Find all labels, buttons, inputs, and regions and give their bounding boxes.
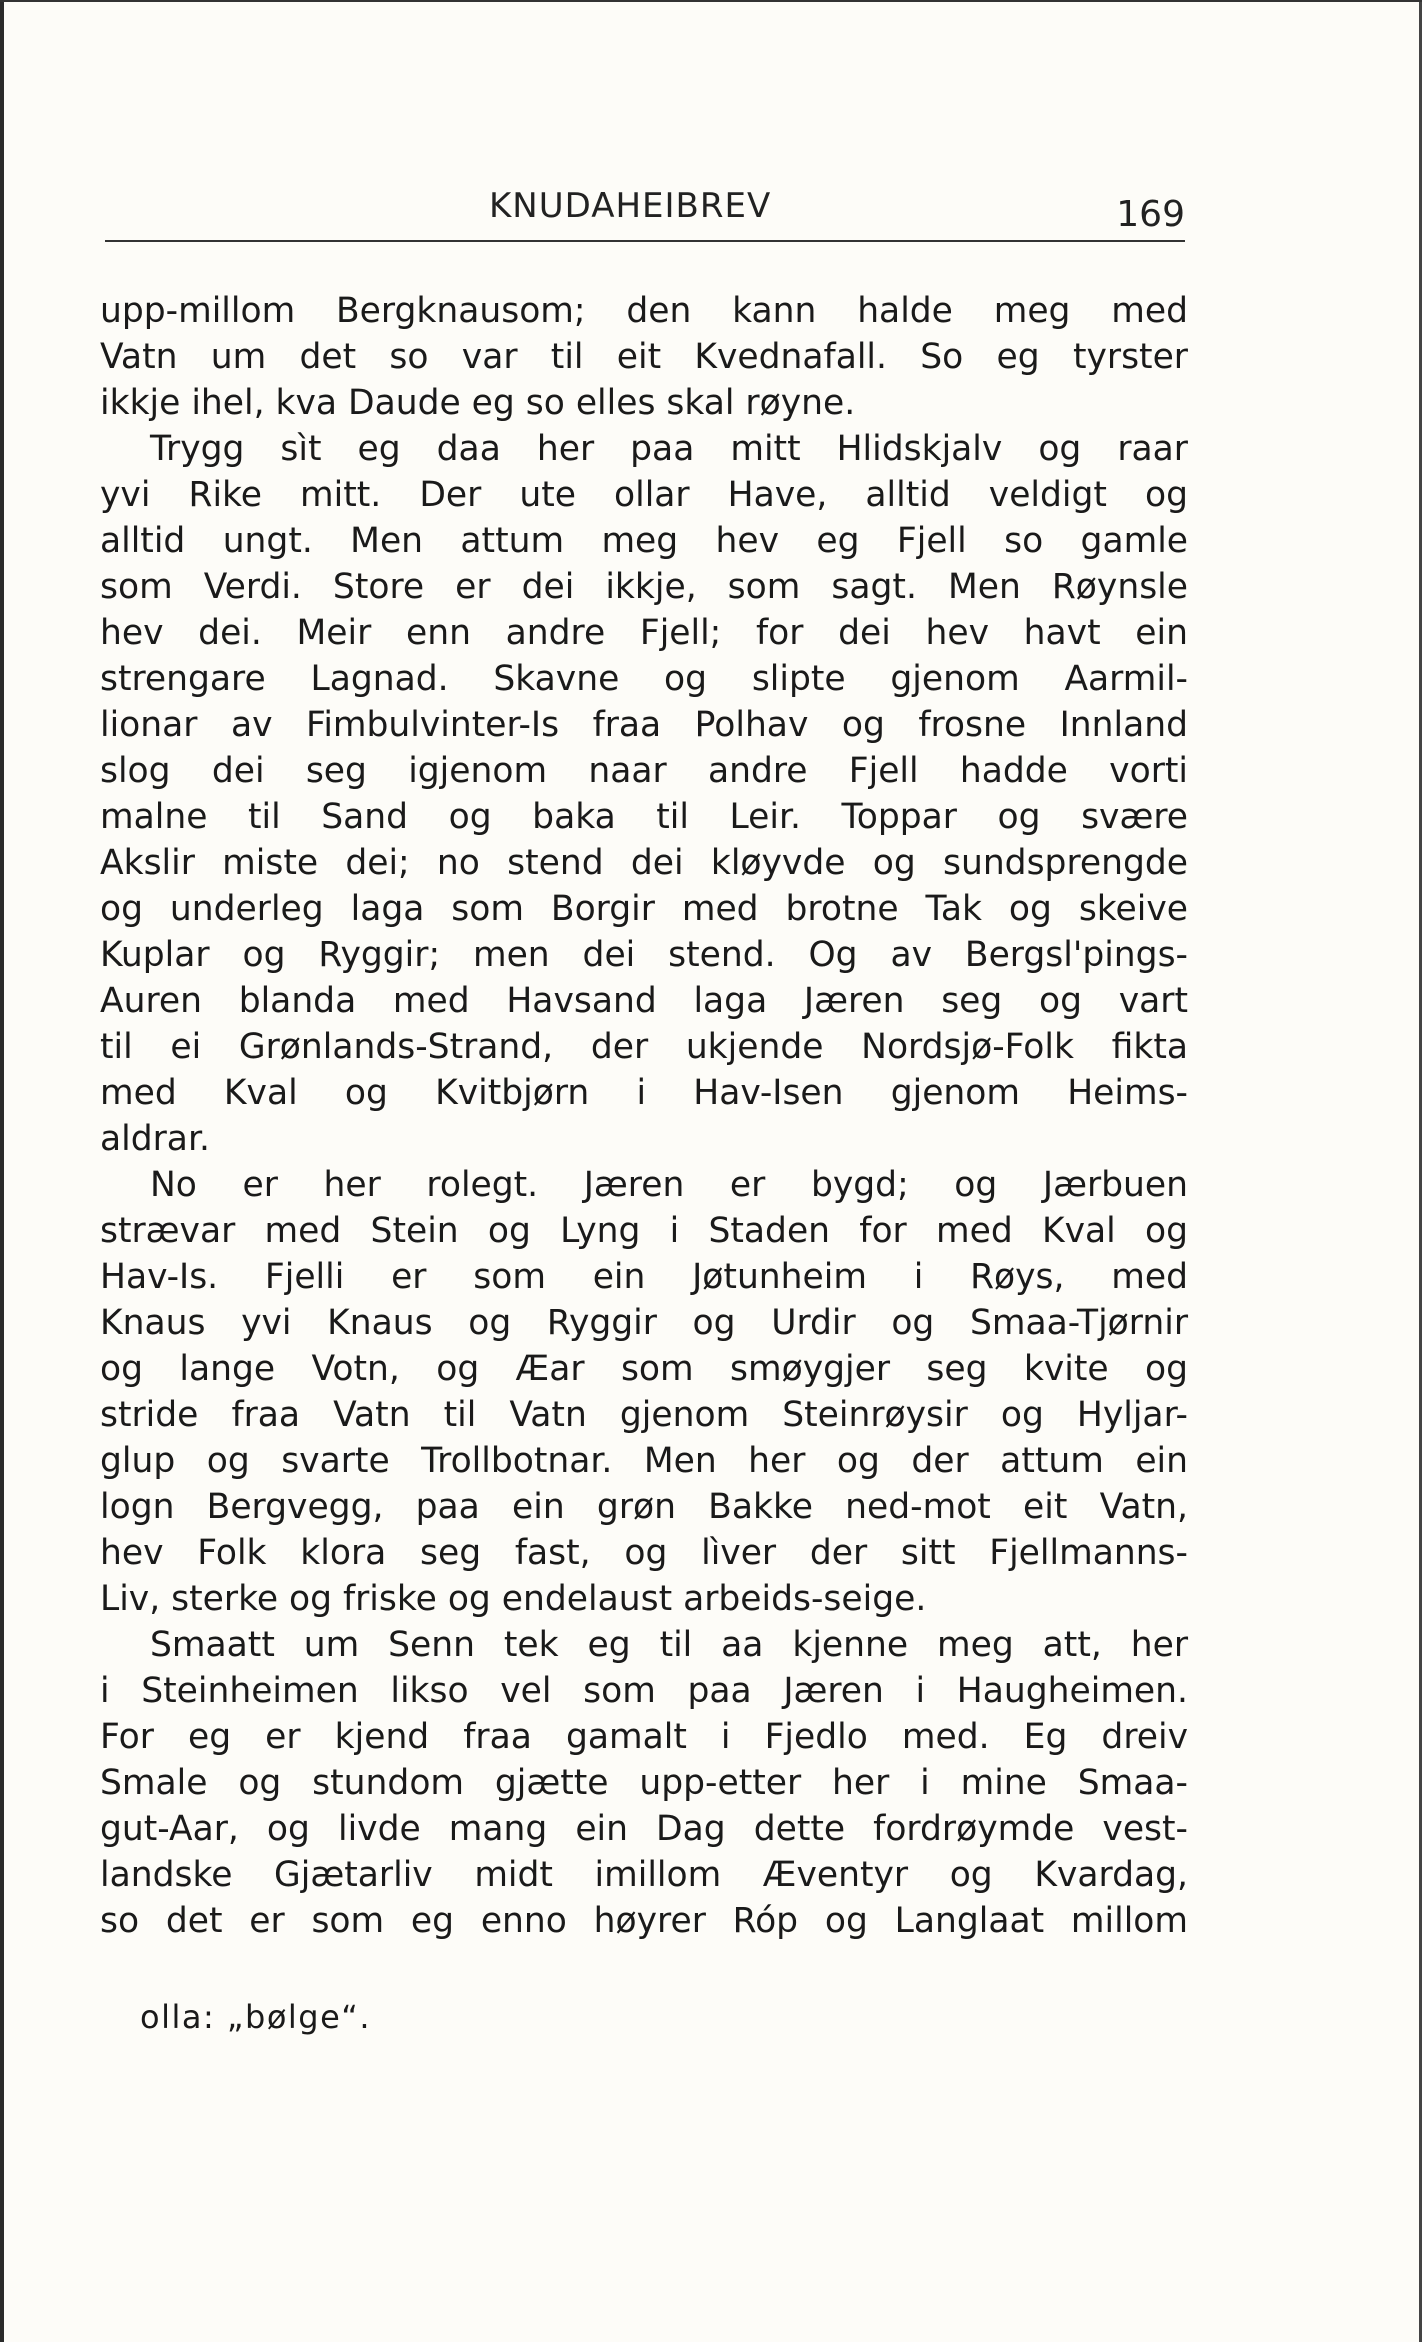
text-line-24: og lange Votn, og Æar som smøygjer seg kvite og (100, 1349, 1188, 1389)
text-line-15: Kuplar og Ryggir; men dei stend. Og av Bergsl'pings- (100, 935, 1188, 975)
text-line-16: Auren blanda med Havsand laga Jæren seg og vart (100, 981, 1188, 1021)
text-line-23: Knaus yvi Knaus og Ryggir og Urdir og Smaa-Tjørnir (100, 1303, 1188, 1343)
text-line-4: Trygg sìt eg daa her paa mitt Hlidskjalv og raar (150, 429, 1188, 469)
text-line-34: gut-Aar, og livde mang ein Dag dette fordrøymde vest- (100, 1809, 1188, 1849)
text-line-11: slog dei seg igjenom naar andre Fjell hadde vorti (100, 751, 1188, 791)
text-line-3: ikkje ihel, kva Daude eg so elles skal røyne. (100, 383, 856, 423)
text-line-5: yvi Rike mitt. Der ute ollar Have, alltid veldigt og (100, 475, 1188, 515)
text-line-29: Liv, sterke og friske og endelaust arbeids-seige. (100, 1579, 927, 1619)
text-line-8: hev dei. Meir enn andre Fjell; for dei hev havt ein (100, 613, 1188, 653)
page-number: 169 (1116, 194, 1185, 235)
header-rule (105, 240, 1185, 242)
text-line-2: Vatn um det so var til eit Kvednafall. So eg tyrster (100, 337, 1188, 377)
text-line-25: stride fraa Vatn til Vatn gjenom Steinrøysir og Hyljar- (100, 1395, 1188, 1435)
text-line-7: som Verdi. Store er dei ikkje, som sagt. Men Røynsle (100, 567, 1188, 607)
running-head (105, 176, 1185, 236)
text-line-35: landske Gjætarliv midt imillom Æventyr og Kvardag, (100, 1855, 1188, 1895)
text-line-28: hev Folk klora seg fast, og lìver der sitt Fjellmanns- (100, 1533, 1188, 1573)
text-line-13: Akslir miste dei; no stend dei kløyvde og sundsprengde (100, 843, 1188, 883)
page-edge-top (0, 0, 1422, 2)
text-line-12: malne til Sand og baka til Leir. Toppar og svære (100, 797, 1188, 837)
text-line-6: alltid ungt. Men attum meg hev eg Fjell so gamle (100, 521, 1188, 561)
text-line-9: strengare Lagnad. Skavne og slipte gjenom Aarmil- (100, 659, 1188, 699)
running-title: KNUDAHEIBREV (489, 186, 772, 226)
page-edge-left (0, 0, 4, 2342)
text-line-30: Smaatt um Senn tek eg til aa kjenne meg att, her (150, 1625, 1188, 1665)
text-line-26: glup og svarte Trollbotnar. Men her og der attum ein (100, 1441, 1188, 1481)
text-line-14: og underleg laga som Borgir med brotne Tak og skeive (100, 889, 1188, 929)
text-line-1: upp-millom Bergknausom; den kann halde meg med (100, 291, 1188, 331)
text-line-10: lionar av Fimbulvinter-Is fraa Polhav og frosne Innland (100, 705, 1188, 745)
text-line-20: No er her rolegt. Jæren er bygd; og Jærbuen (150, 1165, 1188, 1205)
text-line-36: so det er som eg enno høyrer Róp og Langlaat millom (100, 1901, 1188, 1941)
footnote: olla: „bølge“. (140, 1998, 372, 2036)
text-line-32: For eg er kjend fraa gamalt i Fjedlo med. Eg dreiv (100, 1717, 1188, 1757)
text-line-17: til ei Grønlands-Strand, der ukjende Nordsjø-Folk fikta (100, 1027, 1188, 1067)
text-line-27: logn Bergvegg, paa ein grøn Bakke ned-mot eit Vatn, (100, 1487, 1188, 1527)
body-text (100, 288, 1188, 1944)
text-line-22: Hav-Is. Fjelli er som ein Jøtunheim i Røys, med (100, 1257, 1188, 1297)
text-line-19: aldrar. (100, 1119, 210, 1159)
text-line-33: Smale og stundom gjætte upp-etter her i mine Smaa- (100, 1763, 1188, 1803)
text-line-21: strævar med Stein og Lyng i Staden for med Kval og (100, 1211, 1188, 1251)
text-line-18: med Kval og Kvitbjørn i Hav-Isen gjenom Heims- (100, 1073, 1188, 1113)
text-line-31: i Steinheimen likso vel som paa Jæren i Haugheimen. (100, 1671, 1188, 1711)
